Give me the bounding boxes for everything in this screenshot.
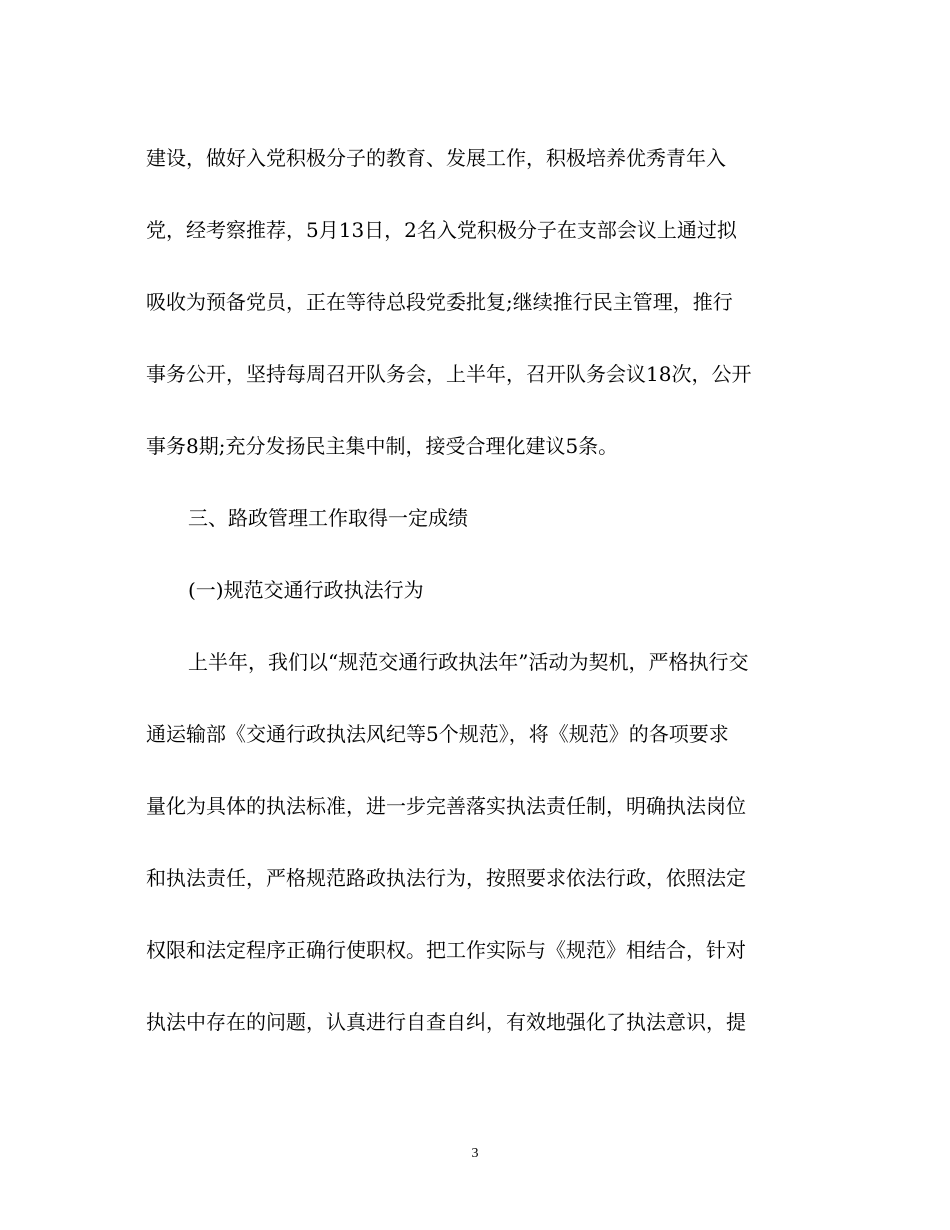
body-text-line: 建设，做好入党积极分子的教育、发展工作，积极培养优秀青年入	[146, 146, 726, 170]
body-text-line: 事务8期;充分发扬民主集中制，接受合理化建议5条。	[146, 434, 619, 458]
body-text-line: 通运输部《交通行政执法风纪等5个规范》，将《规范》的各项要求	[146, 722, 729, 746]
section-heading: 三、路政管理工作取得一定成绩	[188, 506, 468, 530]
body-text-line: 吸收为预备党员，正在等待总段党委批复;继续推行民主管理，推行	[146, 290, 733, 314]
body-text-line: 和执法责任，严格规范路政执法行为，按照要求依法行政，依照法定	[146, 866, 746, 890]
body-text-line: 执法中存在的问题，认真进行自查自纠，有效地强化了执法意识，提	[146, 1010, 746, 1034]
document-body	[146, 136, 806, 1072]
paragraph-first-line: 上半年，我们以“规范交通行政执法年”活动为契机，严格执行交	[188, 650, 749, 674]
body-text-line: 事务公开，坚持每周召开队务会，上半年，召开队务会议18次，公开	[146, 362, 752, 386]
body-text-line: 权限和法定程序正确行使职权。把工作实际与《规范》相结合，针对	[146, 938, 746, 962]
subsection-heading: (一)规范交通行政执法行为	[188, 578, 424, 602]
page-number: 3	[471, 1146, 479, 1161]
body-text-line: 党，经考察推荐，5月13日，2名入党积极分子在支部会议上通过拟	[146, 218, 737, 242]
body-text-line: 量化为具体的执法标准，进一步完善落实执法责任制，明确执法岗位	[146, 794, 746, 818]
